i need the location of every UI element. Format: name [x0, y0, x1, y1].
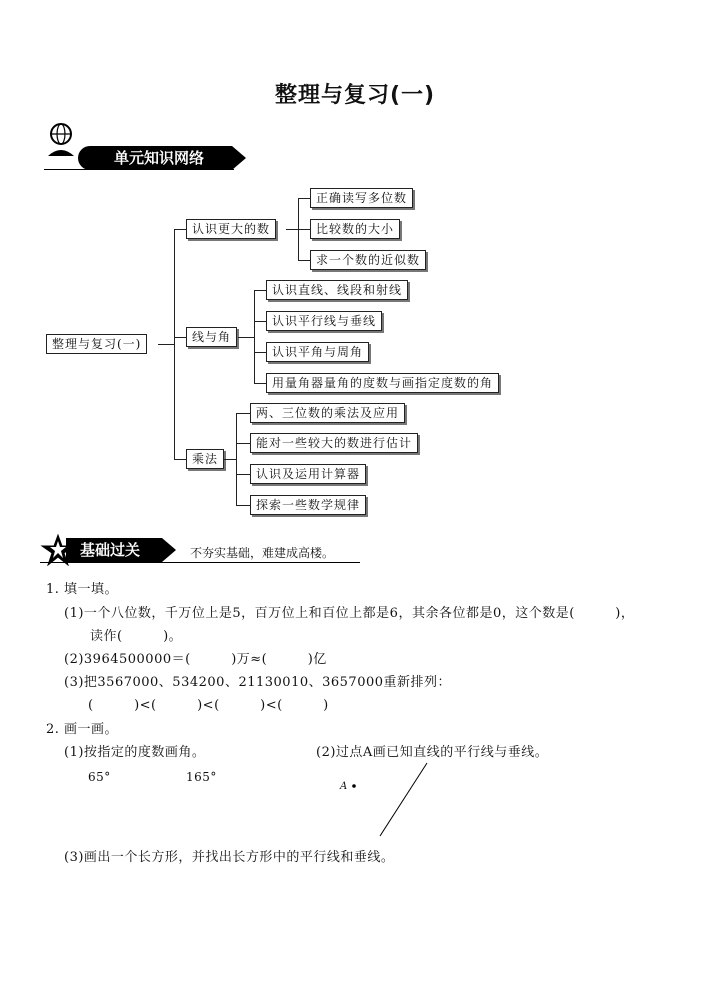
item-calculator: 认识及运用计算器	[250, 464, 366, 484]
connector	[298, 198, 310, 199]
item-read-write: 正确读写多位数	[310, 188, 413, 208]
section-title-knowledge: 单元知识网络	[78, 146, 232, 170]
connector	[298, 229, 310, 230]
connector	[224, 459, 236, 460]
angle-label-165: 165°	[186, 770, 217, 784]
item-approx: 求一个数的近似数	[310, 250, 426, 270]
item-multiply: 两、三位数的乘法及应用	[250, 403, 405, 423]
q1-part3-answer: ( )<( )<( )<( )	[88, 698, 329, 713]
connector	[238, 337, 254, 338]
item-straight-angle: 认识平角与周角	[266, 342, 369, 362]
connector	[174, 459, 186, 460]
banner-arrow	[162, 538, 176, 562]
item-parallel: 认识平行线与垂线	[266, 311, 382, 331]
connector	[236, 443, 250, 444]
connector	[254, 290, 255, 383]
connector	[254, 352, 266, 353]
connector	[158, 344, 174, 345]
connector	[174, 229, 186, 230]
branch-multiplication: 乘法	[186, 449, 224, 469]
q2-part1: (1)按指定的度数画角。	[64, 745, 206, 760]
given-line-figure	[340, 760, 440, 840]
angle-label-65: 65°	[88, 770, 111, 784]
banner-underline	[44, 169, 234, 170]
given-line	[380, 763, 427, 836]
connector	[236, 413, 250, 414]
item-compare: 比较数的大小	[310, 219, 400, 239]
section-title-basics: 基础过关	[66, 538, 162, 562]
branch-large-numbers: 认识更大的数	[186, 219, 276, 239]
q2-part2: (2)过点A画已知直线的平行线与垂线。	[316, 745, 549, 760]
q2-heading: 2. 画一画。	[46, 722, 119, 737]
point-a-label: A	[340, 781, 348, 792]
banner-underline	[40, 562, 360, 563]
connector	[254, 321, 266, 322]
connector	[254, 383, 266, 384]
item-protractor: 用量角器量角的度数与画指定度数的角	[266, 373, 499, 393]
section-motto: 不夯实基础，难建成高楼。	[190, 546, 335, 560]
connector	[286, 229, 298, 230]
branch-lines-angles: 线与角	[186, 327, 237, 347]
q1-heading: 1. 填一填。	[46, 582, 119, 597]
point-a-dot	[352, 784, 356, 788]
connector	[174, 337, 186, 338]
q1-part2: (2)3964500000＝( )万≈( )亿	[64, 652, 327, 667]
connector	[298, 260, 310, 261]
connector	[236, 474, 250, 475]
map-root: 整理与复习(一)	[46, 334, 147, 354]
q2-part3: (3)画出一个长方形，并找出长方形中的平行线和垂线。	[64, 850, 395, 865]
q1-part3: (3)把3567000、534200、21130010、3657000重新排列：	[64, 675, 452, 690]
connector	[174, 229, 175, 460]
q1-part1-cont: 读作( )。	[90, 629, 183, 644]
q1-part1: (1)一个八位数，千万位上是5，百万位上和百位上都是6，其余各位都是0，这个数是( )，	[64, 606, 635, 621]
connector	[236, 505, 250, 506]
item-lines: 认识直线、线段和射线	[266, 280, 408, 300]
item-estimate: 能对一些较大的数进行估计	[250, 433, 418, 453]
connector	[236, 413, 237, 505]
item-patterns: 探索一些数学规律	[250, 495, 366, 515]
connector	[254, 290, 266, 291]
globe-student-icon	[44, 122, 78, 158]
banner-arrow	[232, 146, 246, 170]
page-title: 整理与复习(一)	[274, 83, 436, 108]
